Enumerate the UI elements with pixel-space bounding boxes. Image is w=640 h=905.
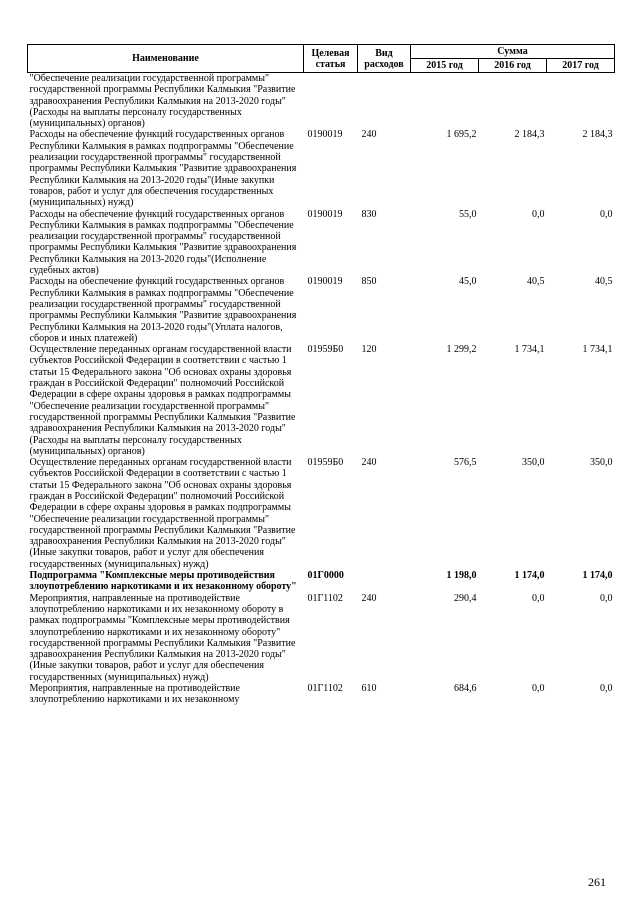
budget-table [27, 44, 615, 706]
row-sum-2015: 290,4 [454, 592, 477, 604]
header-year-2016: 2016 год [479, 59, 547, 73]
row-target-article [304, 73, 358, 130]
row-sum-2016: 0,0 [532, 592, 545, 604]
row-expense-type [358, 570, 411, 593]
table-row [28, 570, 615, 593]
row-expense-type: 610 [361, 683, 377, 695]
row-name: Осуществление переданных органам государственной власти субъектов Российской Федерации в соответствии с частью 1 статьи 15 Федерального закона "Об основах охраны здоровья граждан в Российской Федерации" полномочий Российской Федерации в сфере охраны здоровья в рамках подпрограммы "Обеспечение реализации государственной программы" государственной программы Республики Калмыкия "Развитие здравоохранения Республики Калмыкия на 2013-2020 годы"(Иные закупки товаров, работ и услуг для обеспечения государственных (муниципальных) нужд) [29, 457, 296, 570]
row-sum-2016: 0,0 [532, 208, 545, 220]
row-name: Расходы на обеспечение функций государственных органов Республики Калмыкия в рамках подпрограммы "Обеспечение реализации государственной программы" государственной программы Республики Калмыкия "Развитие здравоохранения Республики Калмыкия на 2013-2020 годы"(Исполнение судебных актов) [29, 208, 297, 277]
row-sum-2017 [547, 73, 615, 130]
row-sum-2015 [411, 73, 479, 130]
table-row [28, 344, 615, 457]
row-name: Осуществление переданных органам государственной власти субъектов Российской Федерации в соответствии с частью 1 статьи 15 Федерального закона "Об основах охраны здоровья граждан в Российской Федерации" полномочий Российской Федерации в сфере охраны здоровья в рамках подпрограммы "Обеспечение реализации государственной программы" государственной программы Республики Калмыкия "Развитие здравоохранения Республики Калмыкия на 2013-2020 годы"(Расходы на выплаты персоналу государственных (муниципальных) органов) [29, 344, 296, 457]
row-sum-2015: 45,0 [459, 276, 477, 288]
row-sum-2017: 0,0 [600, 592, 613, 604]
header-target-article [304, 45, 358, 73]
table-row [28, 457, 615, 570]
row-sum-2015: 1 198,0 [446, 570, 477, 582]
table-row [28, 129, 615, 208]
header-target-line2: статья [315, 58, 346, 70]
row-sum-2017: 1 734,1 [582, 344, 613, 356]
row-target-article: 01959Б0 [307, 457, 344, 469]
page-number: 261 [588, 875, 606, 889]
row-expense-type: 240 [361, 457, 377, 469]
row-name: Мероприятия, направленные на противодействие злоупотреблению наркотиками и их незаконному [29, 683, 240, 706]
table-header [28, 45, 615, 73]
row-name: "Обеспечение реализации государственной программы" государственной программы Республики Калмыкия "Развитие здравоохранения Республики Калмыкия на 2013-2020 годы"(Расходы на выплаты персоналу государственных (муниципальных) органов) [29, 73, 296, 130]
row-expense-type: 120 [361, 344, 377, 356]
row-expense-type: 240 [361, 592, 377, 604]
row-sum-2016: 40,5 [527, 276, 545, 288]
row-sum-2016: 1 734,1 [514, 344, 545, 356]
row-target-article: 01Г1102 [307, 683, 343, 695]
row-sum-2017: 0,0 [600, 208, 613, 220]
row-name: Мероприятия, направленные на противодействие злоупотреблению наркотиками и их незаконному обороту в рамках подпрограммы "Комплексные меры противодействия злоупотреблению наркотиками и их незаконному обороту" государственной программы Республики Калмыкия "Развитие здравоохранения Республики Калмыкия на 2013-2020 годы"(Иные закупки товаров, работ и услуг для обеспечения государственных (муниципальных) нужд) [29, 592, 296, 683]
row-target-article: 0190019 [307, 276, 343, 288]
row-expense-type [358, 73, 411, 130]
header-name: Наименование [28, 45, 304, 73]
table-row [28, 683, 615, 706]
row-expense-type: 830 [361, 208, 377, 220]
row-target-article: 0190019 [307, 129, 343, 141]
row-target-article: 0190019 [307, 208, 343, 220]
header-expense-type [358, 45, 411, 73]
row-sum-2015: 684,6 [454, 683, 477, 695]
budget-table-page [27, 44, 614, 706]
row-target-article: 01959Б0 [307, 344, 344, 356]
table-body [28, 73, 615, 706]
header-year-2015: 2015 год [411, 59, 479, 73]
row-expense-type: 240 [361, 129, 377, 141]
row-sum-2017: 1 174,0 [582, 570, 613, 582]
row-sum-2015: 55,0 [459, 208, 477, 220]
row-expense-type: 850 [361, 276, 377, 288]
header-target-line1: Целевая [311, 47, 350, 59]
row-sum-2015: 1 299,2 [446, 344, 477, 356]
row-sum-2017: 350,0 [590, 457, 613, 469]
row-sum-2017: 2 184,3 [582, 129, 613, 141]
header-sum: Сумма [411, 45, 615, 59]
row-sum-2017: 0,0 [600, 683, 613, 695]
row-name: Расходы на обеспечение функций государственных органов Республики Калмыкия в рамках подпрограммы "Обеспечение реализации государственной программы" государственной программы Республики Калмыкия "Развитие здравоохранения Республики Калмыкия на 2013-2020 годы"(Уплата налогов, сборов и иных платежей) [29, 276, 297, 344]
row-sum-2016: 2 184,3 [514, 129, 545, 141]
row-name: Подпрограмма "Комплексные меры противодействия злоупотреблению наркотиками и их незаконному обороту" [29, 570, 297, 593]
row-name: Расходы на обеспечение функций государственных органов Республики Калмыкия в рамках подпрограммы "Обеспечение реализации государственной программы" государственной программы Республики Калмыкия "Развитие здравоохранения Республики Калмыкия на 2013-2020 годы"(Иные закупки товаров, работ и услуг для обеспечения государственных (муниципальных) нужд) [29, 129, 297, 209]
row-sum-2015: 1 695,2 [446, 129, 477, 141]
row-target-article: 01Г1102 [307, 592, 343, 604]
row-sum-2017: 40,5 [595, 276, 613, 288]
table-row [28, 73, 615, 130]
row-sum-2016: 0,0 [532, 683, 545, 695]
header-vid-line2: расходов [364, 58, 404, 70]
header-vid-line1: Вид [375, 47, 393, 59]
header-year-2017: 2017 год [547, 59, 615, 73]
row-target-article: 01Г0000 [307, 570, 344, 582]
row-sum-2016: 1 174,0 [514, 570, 545, 582]
table-row [28, 209, 615, 277]
row-sum-2015: 576,5 [454, 457, 477, 469]
row-sum-2016 [479, 73, 547, 130]
table-row [28, 593, 615, 683]
table-row [28, 276, 615, 344]
row-sum-2016: 350,0 [522, 457, 545, 469]
